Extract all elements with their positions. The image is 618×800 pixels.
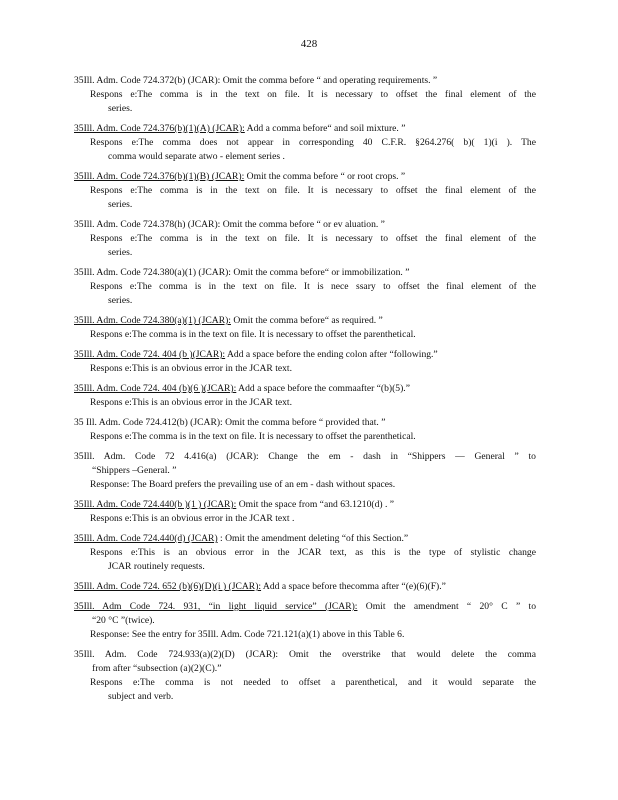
entry-instruction: Omit the amendment “ 20° C ” to: [357, 601, 536, 612]
entry-citation: 35Ill. Adm. Code 724.380(a)(1) (JCAR):: [74, 267, 231, 278]
comment-entry: [74, 648, 536, 704]
entry-response: [74, 362, 536, 376]
entry-heading: [74, 266, 536, 280]
response-label: Respons e:: [90, 185, 138, 196]
response-text: This is an obvious error in the JCAR text.: [131, 363, 292, 374]
entry-instruction: : Omit the amendment deleting “of this Section.”: [217, 533, 409, 544]
entry-citation: 35Ill. Adm. Code 724.440(d) (JCAR): [74, 533, 218, 544]
response-continued: JCAR routinely requests.: [108, 561, 205, 572]
page-number: 428: [300, 38, 318, 50]
entry-instruction: Omit the comma before“ or immobilization. ”: [230, 267, 410, 278]
response-continued: series.: [108, 247, 133, 258]
entry-instruction-continued: “Shippers –General. ”: [92, 465, 177, 476]
entry-instruction: Add a space before thecomma after “(e)(6)(F).”: [261, 581, 446, 592]
response-text: The comma is in the text on file. It is necessary to offset the final element of the: [137, 233, 536, 244]
response-text: The comma is in the text on file. It is nece ssary to offset the final element of the: [136, 281, 536, 292]
entry-citation: 35Ill. Adm. Code 724.376(b)(1)(B) (JCAR):: [74, 171, 245, 182]
entry-instruction: Omit the comma before “ or ev aluation. ”: [220, 219, 385, 230]
comment-entry: [74, 450, 536, 492]
entry-instruction: Omit the overstrike that would delete the comma: [278, 649, 536, 660]
response-text: The comma does not appear in corresponding 40 C.F.R. §264.276( b)( 1)(i ). The: [138, 137, 536, 148]
response-continued: comma would separate atwo - element series .: [108, 151, 285, 162]
entry-citation: 35Ill. Adm. Code 724.440(b )(1 ) (JCAR):: [74, 499, 237, 510]
entry-instruction: Add a space before the ending colon after “following.”: [225, 349, 438, 360]
comment-entry: [74, 580, 536, 594]
response-text: This is an obvious error in the JCAR text .: [131, 513, 295, 524]
entry-instruction: Omit the comma before “ and operating requirements. ”: [220, 75, 438, 86]
comment-entry: [74, 170, 536, 212]
response-text: This is an obvious error in the JCAR text.: [131, 397, 292, 408]
entry-response: [74, 88, 536, 102]
entry-response: [74, 512, 536, 526]
entry-citation: 35Ill. Adm. Code 724.380(a)(1) (JCAR):: [74, 315, 231, 326]
response-text: The comma is in the text on file. It is necessary to offset the final element of the: [137, 185, 536, 196]
entry-instruction: Change the em - dash in “Shippers — General ” to: [258, 451, 536, 462]
entry-response: [74, 232, 536, 246]
entry-heading: [74, 498, 536, 512]
entry-citation: 35Ill. Adm. Code 72 4.416(a) (JCAR):: [74, 451, 259, 462]
entry-heading: [74, 218, 536, 232]
comment-entry: [74, 348, 536, 376]
response-text: The Board prefers the prevailing use of an em - dash without spaces.: [129, 479, 396, 490]
response-label: Respons e:: [90, 89, 138, 100]
comment-entry: [74, 600, 536, 642]
entry-instruction-continued: from after “subsection (a)(2)(C).”: [92, 663, 222, 674]
entry-instruction-continued: “20 °C ”(twice).: [92, 615, 155, 626]
entry-citation: 35Ill. Adm. Code 724.376(b)(1)(A) (JCAR):: [74, 123, 245, 134]
entry-response: [74, 676, 536, 690]
entry-heading: [74, 648, 536, 662]
entry-heading: [74, 416, 536, 430]
response-continued: subject and verb.: [108, 691, 174, 702]
entry-citation: 35Ill. Adm Code 724. 931, “in light liquid service” (JCAR):: [74, 601, 358, 612]
entry-citation: 35Ill. Adm. Code 724. 652 (b)(6)(D)(i ) (JCAR):: [74, 581, 262, 592]
response-text: This is an obvious error in the JCAR text, as this is the type of stylistic change: [137, 547, 536, 558]
response-label: Response:: [90, 479, 130, 490]
entry-response: [74, 184, 536, 198]
entry-citation: 35Ill. Adm. Code 724.933(a)(2)(D) (JCAR):: [74, 649, 279, 660]
response-label: Respons e:: [90, 547, 138, 558]
entry-instruction: Omit the comma before“ as required. ”: [230, 315, 383, 326]
entry-citation: 35Ill. Adm. Code 724. 404 (b )(JCAR):: [74, 349, 226, 360]
entry-citation: 35Ill. Adm. Code 724. 404 (b)(6 )(JCAR):: [74, 383, 237, 394]
response-text: The comma is not needed to offset a parenthetical, and it would separate the: [139, 677, 537, 688]
response-text: The comma is in the text on file. It is necessary to offset the parenthetical.: [131, 329, 416, 340]
comment-entry: [74, 532, 536, 574]
entry-citation: 35Ill. Adm. Code 724.372(b) (JCAR):: [74, 75, 221, 86]
response-continued: series.: [108, 103, 133, 114]
comment-entry: [74, 266, 536, 308]
entry-response: [74, 136, 536, 150]
entry-instruction: Omit the comma before “ or root crops. ”: [244, 171, 406, 182]
entry-heading: [74, 314, 536, 328]
entry-response: [74, 396, 536, 410]
comment-entry: [74, 314, 536, 342]
response-label: Respons e:: [90, 329, 132, 340]
response-text: See the entry for 35Ill. Adm. Code 721.121(a)(1) above in this Table 6.: [129, 629, 405, 640]
entry-response: [74, 280, 536, 294]
entry-citation: 35 Ill. Adm. Code 724.412(b) (JCAR):: [74, 417, 223, 428]
response-label: Respons e:: [90, 233, 138, 244]
comment-entry: [74, 74, 536, 116]
comment-entry: [74, 382, 536, 410]
response-text: The comma is in the text on file. It is necessary to offset the parenthetical.: [131, 431, 416, 442]
entry-response: [74, 430, 536, 444]
response-label: Respons e:: [90, 677, 140, 688]
entry-heading: [74, 450, 536, 464]
response-label: Respons e:: [90, 137, 139, 148]
comment-entry: [74, 498, 536, 526]
response-label: Respons e:: [90, 397, 132, 408]
entry-heading: [74, 382, 536, 396]
entry-instruction: Add a comma before“ and soil mixture. ”: [244, 123, 406, 134]
response-continued: series.: [108, 199, 133, 210]
response-label: Respons e:: [90, 363, 132, 374]
response-label: Response:: [90, 629, 130, 640]
entry-citation: 35Ill. Adm. Code 724.378(h) (JCAR):: [74, 219, 221, 230]
entry-instruction: Add a space before the commaafter “(b)(5).”: [236, 383, 410, 394]
entry-response: [74, 328, 536, 342]
response-continued: series.: [108, 295, 133, 306]
entry-response: [74, 478, 536, 492]
comment-entries: [74, 74, 536, 710]
entry-heading: [74, 122, 536, 136]
response-label: Respons e:: [90, 431, 132, 442]
entry-instruction: Omit the comma before “ provided that. ”: [222, 417, 386, 428]
entry-heading: [74, 532, 536, 546]
response-text: The comma is in the text on file. It is necessary to offset the final element of the: [137, 89, 536, 100]
entry-heading: [74, 580, 536, 594]
comment-entry: [74, 122, 536, 164]
comment-entry: [74, 218, 536, 260]
response-label: Respons e:: [90, 281, 137, 292]
entry-instruction: Omit the space from “and 63.1210(d) . ”: [236, 499, 395, 510]
entry-heading: [74, 600, 536, 614]
comment-entry: [74, 416, 536, 444]
entry-heading: [74, 348, 536, 362]
response-label: Respons e:: [90, 513, 132, 524]
entry-response: [74, 628, 536, 642]
entry-heading: [74, 170, 536, 184]
entry-heading: [74, 74, 536, 88]
entry-response: [74, 546, 536, 560]
